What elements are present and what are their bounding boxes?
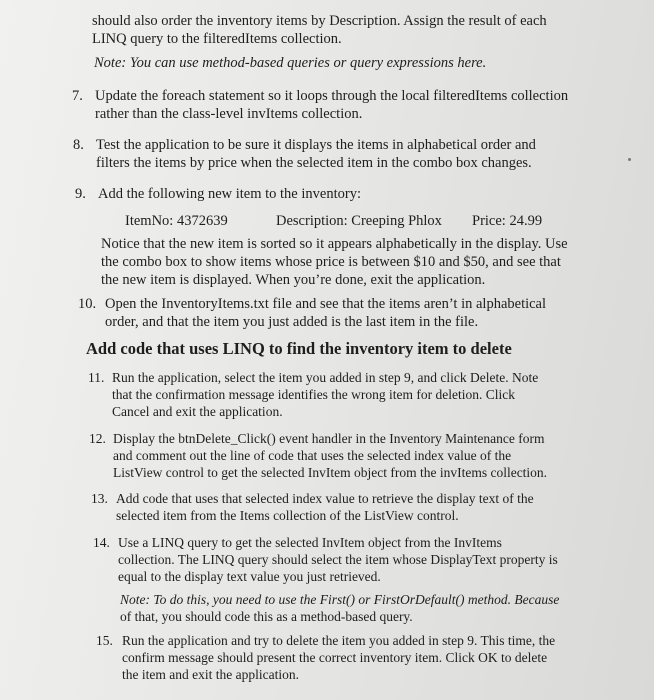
new-item-number: ItemNo: 4372639 [125, 213, 228, 229]
step-9-notice-line-2: the combo box to show items whose price is between $10 and $50, and see that [101, 254, 561, 270]
step-14-note-line-2: of that, you should code this as a method-based query. [120, 609, 413, 624]
step-12-line-3: ListView control to get the selected InvItem object from the invItems collection. [113, 465, 548, 480]
step-14-note-line-1: Note: To do this, you need to use the First() or FirstOrDefault() method. Because [120, 592, 560, 607]
step-12-line-2: and comment out the line of code that uses the selected index value of the [113, 448, 512, 463]
new-item-description: Description: Creeping Phlox [276, 213, 442, 229]
step-14-line-1: Use a LINQ query to get the selected InvItem object from the InvItems [118, 535, 502, 550]
step-8-line-2: filters the items by price when the selected item in the combo box changes. [96, 155, 532, 171]
intro-line-2: LINQ query to the filteredItems collection. [92, 31, 342, 47]
step-11-number: 11. [88, 370, 105, 385]
step-14-line-3: equal to the display text value you just retrieved. [118, 569, 381, 584]
step-10-number: 10. [78, 296, 97, 312]
step-8-line-1: Test the application to be sure it displays the items in alphabetical order and [96, 137, 536, 153]
step-7-number: 7. [72, 88, 83, 104]
step-15-line-3: the item and exit the application. [122, 667, 299, 682]
section-heading: Add code that uses LINQ to find the inventory item to delete [86, 339, 512, 358]
step-13-line-1: Add code that uses that selected index value to retrieve the display text of the [116, 491, 534, 506]
new-item-price: Price: 24.99 [472, 213, 543, 229]
step-8-number: 8. [73, 137, 84, 153]
step-10-line-1: Open the InventoryItems.txt file and see that the items aren’t in alphabetical [105, 296, 547, 312]
step-13-line-2: selected item from the Items collection of the ListView control. [116, 508, 459, 523]
step-15-line-1: Run the application and try to delete the item you added in step 9. This time, the [122, 633, 556, 648]
step-12-number: 12. [89, 431, 106, 446]
step-11-line-3: Cancel and exit the application. [112, 404, 283, 419]
step-15-number: 15. [96, 633, 113, 648]
step-7-line-2: rather than the class-level invItems collection. [95, 106, 363, 122]
step-12-line-1: Display the btnDelete_Click() event handler in the Inventory Maintenance form [113, 431, 545, 446]
step-15-line-2: confirm message should present the correct inventory item. Click OK to delete [122, 650, 548, 665]
step-11-line-2: that the confirmation message identifies the wrong item for deletion. Click [112, 387, 516, 402]
step-10-line-2: order, and that the item you just added is the last item in the file. [105, 314, 479, 330]
step-9-number: 9. [75, 186, 86, 202]
step-9-line-1: Add the following new item to the inventory: [98, 186, 361, 202]
step-11-line-1: Run the application, select the item you added in step 9, and click Delete. Note [112, 370, 539, 385]
step-14-line-2: collection. The LINQ query should select the item whose DisplayText property is [118, 552, 558, 567]
intro-line-1: should also order the inventory items by Description. Assign the result of each [92, 13, 547, 29]
intro-note: Note: You can use method-based queries or query expressions here. [94, 55, 487, 71]
step-14-number: 14. [93, 535, 110, 550]
step-7-line-1: Update the foreach statement so it loops through the local filteredItems collection [95, 88, 569, 104]
step-9-notice-line-1: Notice that the new item is sorted so it appears alphabetically in the display. Use [101, 236, 568, 252]
step-13-number: 13. [91, 491, 108, 506]
step-9-notice-line-3: the new item is displayed. When you’re done, exit the application. [101, 272, 486, 288]
paper-speck [628, 158, 631, 161]
